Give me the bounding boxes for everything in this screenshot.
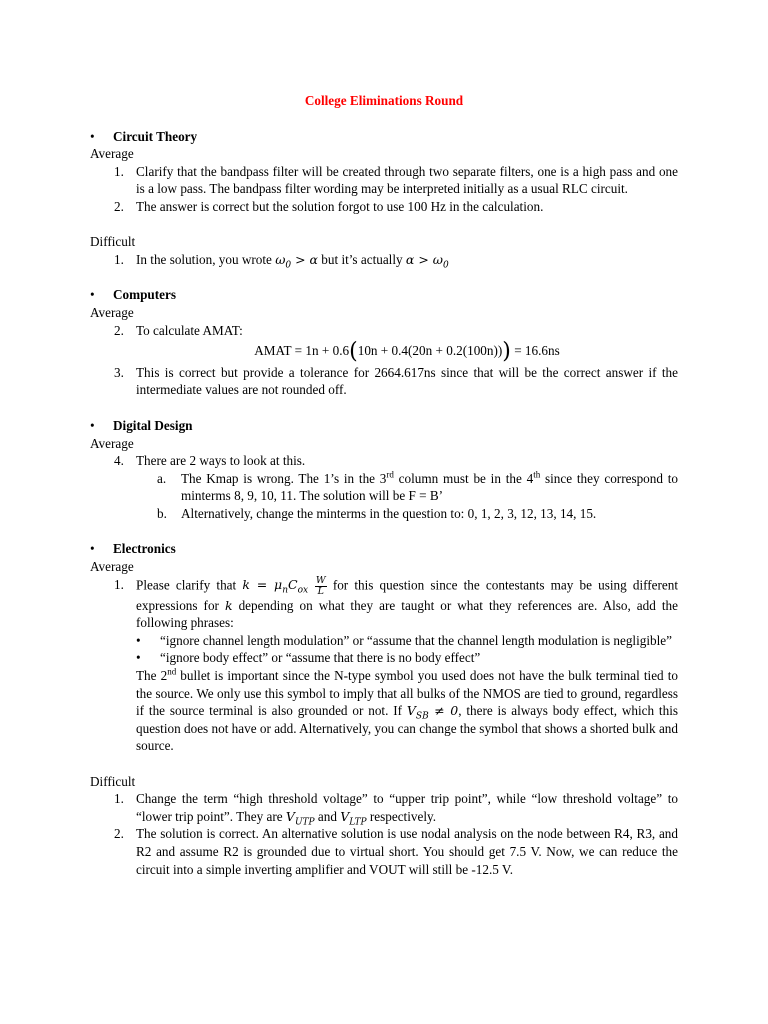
math-w-over-l: $\frac{W}{L}$ xyxy=(315,574,326,597)
list-item: 2. To calculate AMAT: xyxy=(114,322,243,338)
bullet-icon: • xyxy=(90,417,95,433)
math-vltp: $V_{LTP}$ xyxy=(340,808,367,828)
average-label: Average xyxy=(90,146,134,162)
section-computers xyxy=(90,286,678,399)
list-item: 1. In the solution, you wrote $\omega_0 > \alpha$ but it’s actually $\alpha > \omega_0$ xyxy=(114,251,449,271)
list-item: 4. There are 2 ways to look at this. xyxy=(114,453,306,469)
average-label: Average xyxy=(90,559,134,575)
section-digital-design xyxy=(90,417,678,523)
bullet-icon: • xyxy=(136,632,141,648)
phrase-item: • “ignore body effect” or “assume that there is no body effect” xyxy=(136,650,481,666)
note-paragraph: The 2nd bullet is important since the N-type symbol you used does not have the bulk terminal tied to the source. We only use this symbol to imply that all bulks of the NMOS are tied to ground, regardless if the source terminal is also grounded or not. If $V_{SB} \ne 0$, there is always body effect, which this question does not have or add. Alternatively, you can change the symbol that shows a shorted bulk and source. xyxy=(136,666,678,754)
section-circuit-theory xyxy=(90,128,678,269)
section-heading: • Digital Design xyxy=(90,417,193,433)
math-vsb-neq-zero: $V_{SB} \ne 0$ xyxy=(406,703,459,722)
math-alpha-gt-omega: $\alpha > \omega_0$ xyxy=(405,251,449,271)
list-item: 1. Change the term “high threshold voltage” to “upper trip point”, while “low threshold voltage” to “lower trip point”. They are $V_{UTP}$ and $V_{LTP}$ respectively. xyxy=(114,791,678,828)
bullet-icon: • xyxy=(136,650,141,666)
amat-equation: AMAT = 1n + 0.6(10n + 0.4(20n + 0.2(100n))) = 16.6ns xyxy=(254,339,560,365)
bullet-icon: • xyxy=(90,128,95,144)
difficult-label: Difficult xyxy=(90,773,136,789)
math-vutp: $V_{UTP}$ xyxy=(285,808,315,828)
page-title: College Eliminations Round xyxy=(304,93,464,108)
list-item: 1. Clarify that the bandpass filter will be created through two separate filters, one is a high pass and one is a low pass. The bandpass filter wording may be interpreted initially as a usual RLC circuit. xyxy=(114,163,678,197)
average-label: Average xyxy=(90,304,134,320)
bullet-icon: • xyxy=(90,541,95,557)
bullet-icon: • xyxy=(90,287,95,303)
list-item: 3. This is correct but provide a tolerance for 2664.617ns since that will be the correct answer if the intermediate values are not rounded off. xyxy=(114,364,678,398)
section-heading: • Electronics xyxy=(90,541,176,557)
phrase-item: • “ignore channel length modulation” or “assume that the channel length modulation is negligible” xyxy=(136,632,672,648)
list-item: 2. The solution is correct. An alternative solution is use nodal analysis on the node between R4, R3, and R2 and assume R2 is grounded due to virtual short. You should get 7.5 V. Now, we can reduce the circuit into a simple inverting amplifier and VOUT will still be -12.5 V. xyxy=(114,826,678,877)
sub-list-item: a. The Kmap is wrong. The 1’s in the 3rd column must be in the 4th since they correspond to minterms 8, 9, 10, 11. The solution will be F = B’ xyxy=(157,469,678,504)
math-k-formula: $k = \mu_nC_{ox}$ xyxy=(242,577,309,596)
list-item: 2. The answer is correct but the solution forgot to use 100 Hz in the calculation. xyxy=(114,198,544,214)
math-omega-gt-alpha: $\omega_0 > \alpha$ xyxy=(275,251,318,271)
section-heading: • Computers xyxy=(90,287,177,303)
section-electronics xyxy=(90,540,678,878)
sub-list-item: b. Alternatively, change the minterms in the question to: 0, 1, 2, 3, 12, 13, 14, 15. xyxy=(157,505,597,521)
list-item: 1. Please clarify that $k = \mu_nC_{ox}$ $\frac{W}{L}$ for this question since the contestants may be using different expressions for k depending on what they are taught or what they references are. Also, add the following phrases: xyxy=(114,574,679,631)
average-label: Average xyxy=(90,435,134,451)
difficult-label: Difficult xyxy=(90,234,136,250)
section-heading: • Circuit Theory xyxy=(90,128,198,144)
document-page xyxy=(90,92,678,896)
